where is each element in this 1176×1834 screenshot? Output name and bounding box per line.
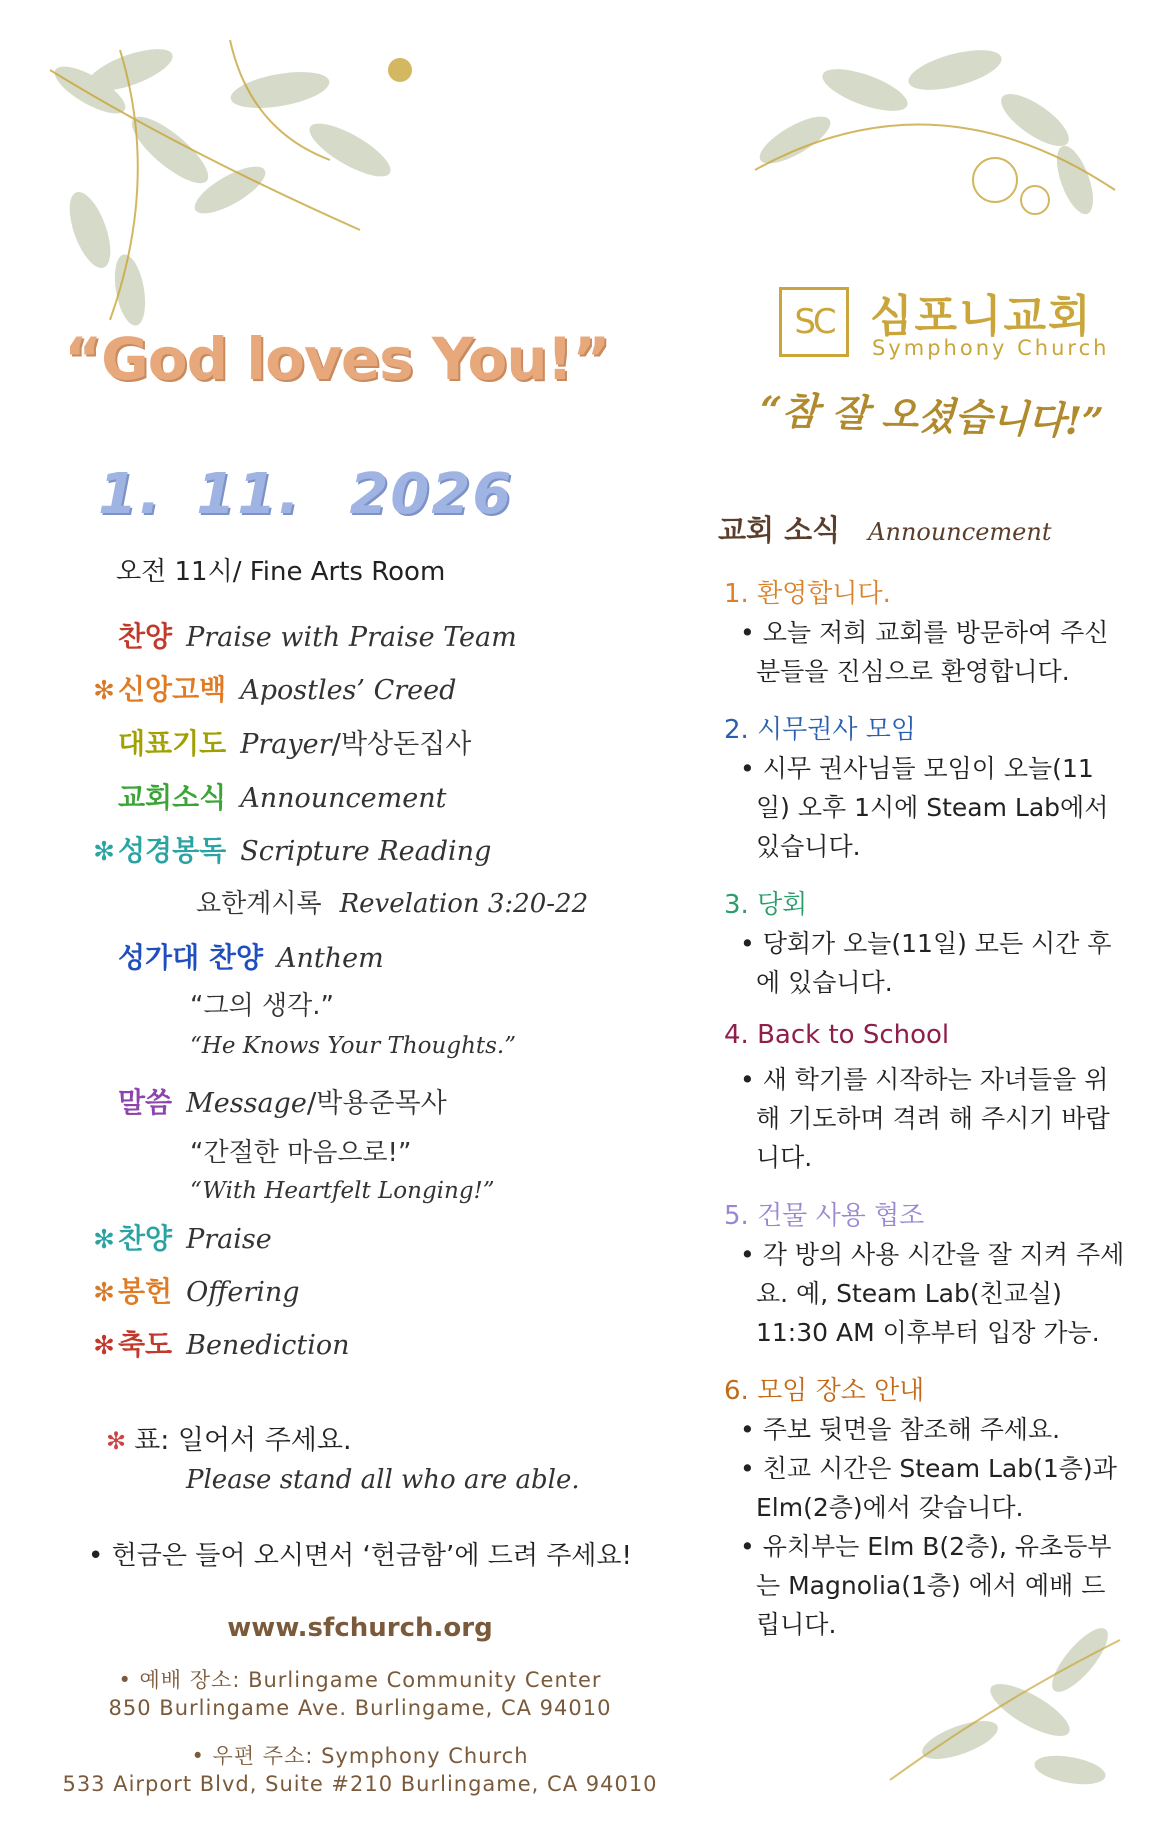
announcement-item-title: 2. 시무권사 모임 <box>724 715 917 745</box>
order-row-anthem <box>90 936 384 976</box>
worship-place-line1: • 예배 장소: Burlingame Community Center <box>118 1668 602 1692</box>
announcement-item-line: • 유치부는 Elm B(2층), 유초등부 <box>740 1532 1112 1561</box>
announcement-item-line: 립니다. <box>756 1610 837 1639</box>
order-ko-label: 성경봉독 <box>118 834 227 867</box>
announcement-title-en: Announcement <box>868 518 1052 546</box>
order-row-message <box>90 1081 447 1121</box>
worship-place-line2: 850 Burlingame Ave. Burlingame, CA 94010 <box>108 1696 612 1720</box>
mail-address-line1: • 우편 주소: Symphony Church <box>191 1744 529 1768</box>
mail-address-line2: 533 Airport Blvd, Suite #210 Burlingame, CA 94010 <box>62 1772 658 1796</box>
date-day: 11. <box>196 462 302 527</box>
order-row-benediction <box>90 1323 349 1363</box>
announcement-item-line: Elm(2층)에서 갖습니다. <box>756 1493 1024 1522</box>
order-en-label: Offering <box>186 1277 300 1308</box>
announcement-item-title: 6. 모임 장소 안내 <box>724 1376 925 1406</box>
order-row-creed <box>90 668 456 708</box>
standing-mark: ✻ <box>93 676 115 706</box>
order-ko-label: 찬양 <box>118 1222 173 1255</box>
order-ko-label: 축도 <box>118 1328 173 1361</box>
preacher-name: 박용준목사 <box>316 1088 447 1119</box>
order-row-offering <box>90 1270 300 1310</box>
headline-title: “God loves You!” <box>64 325 610 393</box>
leaf-branch-top-right <box>735 30 1135 230</box>
anthem-title-en: “He Knows Your Thoughts.” <box>190 1033 516 1059</box>
standing-mark: ✻ <box>93 1278 115 1308</box>
order-en-label: Benediction <box>186 1330 350 1361</box>
welcome-message: “참 잘 오셨습니다!” <box>759 387 1105 444</box>
standing-mark: ✻ <box>106 1427 127 1455</box>
stand-note <box>106 1418 352 1457</box>
announcement-item-line: 11:30 AM 이후부터 입장 가능. <box>756 1318 1100 1347</box>
stand-note-en: Please stand all who are able. <box>186 1465 580 1495</box>
order-en-label: Praise <box>186 1224 272 1255</box>
service-date <box>98 462 513 527</box>
order-ko-label: 말씀 <box>118 1086 173 1119</box>
announcement-item-line: • 주보 뒷면을 참조해 주세요. <box>740 1415 1061 1444</box>
announcement-item-line: • 새 학기를 시작하는 자녀들을 위 <box>740 1065 1109 1094</box>
order-row-prayer <box>90 722 471 762</box>
order-ko-label: 대표기도 <box>118 727 227 760</box>
offering-note: • 헌금은 들어 오시면서 ‘헌금함’에 드려 주세요! <box>88 1541 632 1571</box>
time-location: 오전 11시/ Fine Arts Room <box>116 557 446 587</box>
announcement-item-line: 일) 오후 1시에 Steam Lab에서 <box>756 793 1109 822</box>
order-en-label: Announcement <box>240 783 447 814</box>
announcement-item-line: • 친교 시간은 Steam Lab(1층)과 <box>740 1454 1117 1483</box>
leaf-branch-bottom-right <box>880 1600 1130 1800</box>
website-link[interactable]: www.sfchurch.org <box>227 1613 493 1643</box>
scripture-ref-en: Revelation 3:20-22 <box>339 889 589 919</box>
order-row-praise <box>90 615 517 655</box>
announcement-item-line: 에 있습니다. <box>756 968 893 997</box>
standing-mark: ✻ <box>93 1331 115 1361</box>
announcement-item-title: 5. 건물 사용 협조 <box>724 1201 925 1231</box>
announcement-item-line: 요. 예, Steam Lab(친교실) <box>756 1279 1062 1308</box>
announcement-item-line: 분들을 진심으로 환영합니다. <box>756 657 1070 686</box>
order-en-label: Anthem <box>277 943 384 974</box>
leader-name: 박상돈집사 <box>340 729 472 760</box>
order-row-announcement <box>90 776 446 816</box>
scripture-book-ko: 요한계시록 <box>196 889 322 919</box>
announcement-header <box>718 508 1051 549</box>
order-en-label: Apostles’ Creed <box>240 675 457 706</box>
date-month: 1. <box>98 462 163 527</box>
church-name-ko: 심포니교회 <box>870 291 1093 342</box>
order-ko-label: 교회소식 <box>118 781 227 814</box>
order-en-label: Prayer <box>240 729 332 760</box>
slash-separator: / <box>331 727 341 760</box>
leaf-branch-top-left <box>30 30 470 330</box>
church-logo: SC <box>779 287 849 357</box>
anthem-title-ko: “그의 생각.” <box>190 991 334 1021</box>
slash-separator: / <box>306 1086 317 1119</box>
standing-mark: ✻ <box>93 837 115 867</box>
order-ko-label: 신앙고백 <box>118 673 227 706</box>
message-title-ko: “간절한 마음으로!” <box>190 1138 412 1168</box>
announcement-item-line: 니다. <box>756 1143 813 1172</box>
date-year: 2026 <box>349 462 514 527</box>
order-ko-label: 찬양 <box>118 620 173 653</box>
order-ko-label: 성가대 찬양 <box>118 941 263 974</box>
message-title-en: “With Heartfelt Longing!” <box>190 1178 495 1204</box>
scripture-reference <box>196 883 588 920</box>
announcement-item-line: • 각 방의 사용 시간을 잘 지켜 주세 <box>740 1240 1125 1269</box>
announcement-item-title: 4. Back to School <box>724 1020 950 1050</box>
standing-mark: ✻ <box>93 1225 115 1255</box>
announcement-item-line: • 시무 권사님들 모임이 오늘(11 <box>740 754 1094 783</box>
order-ko-label: 봉헌 <box>118 1275 173 1308</box>
announcement-item-title: 3. 당회 <box>724 890 808 920</box>
stand-note-ko: 표: 일어서 주세요. <box>134 1425 352 1456</box>
announcement-item-line: • 오늘 저희 교회를 방문하여 주신 <box>740 618 1109 647</box>
announcement-item-line: 있습니다. <box>756 832 861 861</box>
order-row-closing-praise <box>90 1217 272 1257</box>
order-en-label: Message <box>186 1088 307 1119</box>
church-name-en: Symphony Church <box>872 336 1110 360</box>
announcement-title-ko: 교회 소식 <box>718 513 841 547</box>
order-en-label: Praise with Praise Team <box>186 622 517 653</box>
announcement-item-line: 는 Magnolia(1층) 에서 예배 드 <box>756 1571 1106 1600</box>
announcement-item-title: 1. 환영합니다. <box>724 579 891 609</box>
order-en-label: Scripture Reading <box>240 836 492 867</box>
announcement-item-line: 해 기도하며 격려 해 주시기 바랍 <box>756 1104 1110 1133</box>
announcement-item-line: • 당회가 오늘(11일) 모든 시간 후 <box>740 929 1112 958</box>
order-row-scripture <box>90 829 491 869</box>
